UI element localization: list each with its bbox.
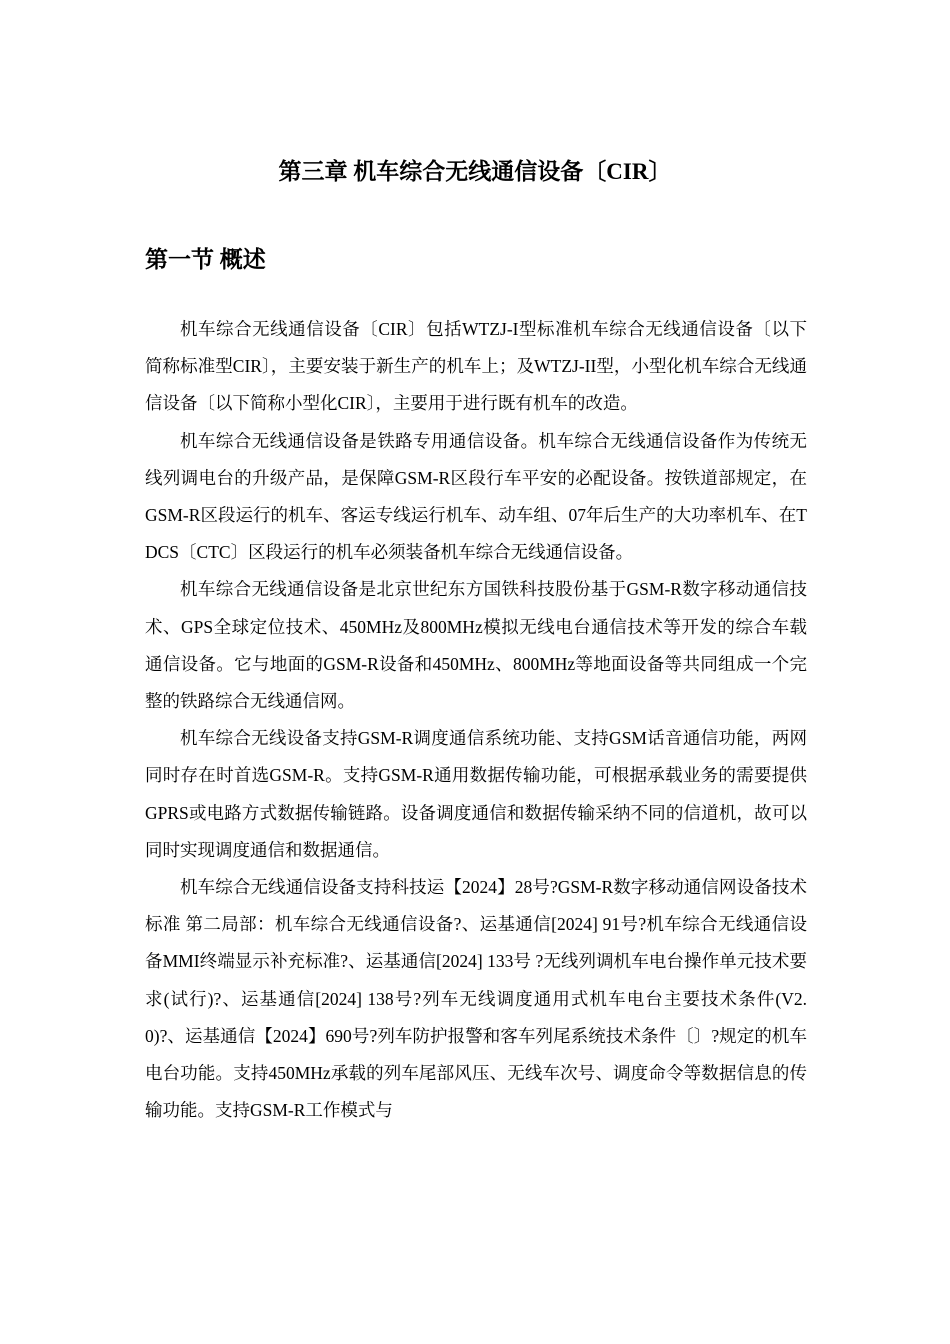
chapter-title: 第三章 机车综合无线通信设备〔CIR〕 — [278, 159, 672, 184]
paragraph: 机车综合无线通信设备是铁路专用通信设备。机车综合无线通信设备作为传统无线列调电台的升级产品，是保障GSM-R区段行车平安的必配设备。按铁道部规定，在GSM-R区段运行的机车、客运专线运行机车、动车组、07年后生产的大功率机车、在TDCS〔CTC〕区段运行的机车必须装备机车综合无线通信设备。 — [145, 430, 807, 563]
paragraph: 机车综合无线通信设备〔CIR〕包括WTZJ-I型标准机车综合无线通信设备〔以下简称标准型CIR〕，主要安装于新生产的机车上；及WTZJ-II型，小型化机车综合无线通信设备〔以下简称小型化CIR〕，主要用于进行既有机车的改造。 — [145, 319, 807, 414]
body-text — [145, 311, 807, 1129]
section-title: 第一节 概述 — [145, 247, 266, 272]
paragraph: 机车综合无线通信设备支持科技运【2024】28号?GSM-R数字移动通信网设备技术标准 第二局部：机车综合无线通信设备?、运基通信[2024] 91号?机车综合无线通信设备MMI终端显示补充标准?、运基通信[2024] 133号 ?无线列调机车电台操作单元技术要求(试行)?、运基通信[2024] 138号?列车无线调度通用式机车电台主要技术条件(V2.0)?、运基通信【2024】690号?列车防护报警和客车列尾系统技术条件〔〕?规定的机车电台功能。支持450MHz承载的列车尾部风压、无线车次号、调度命令等数据信息的传输功能。支持GSM-R工作模式与 — [145, 877, 807, 1121]
paragraph: 机车综合无线通信设备是北京世纪东方国铁科技股份基于GSM-R数字移动通信技术、GPS全球定位技术、450MHz及800MHz模拟无线电台通信技术等开发的综合车载通信设备。它与地面的GSM-R设备和450MHz、800MHz等地面设备等共同组成一个完整的铁路综合无线通信网。 — [145, 579, 807, 712]
paragraph: 机车综合无线设备支持GSM-R调度通信系统功能、支持GSM话音通信功能，两网同时存在时首选GSM-R。支持GSM-R通用数据传输功能，可根据承载业务的需要提供GPRS或电路方式数据传输链路。设备调度通信和数据传输采纳不同的信道机，故可以同时实现调度通信和数据通信。 — [145, 728, 807, 860]
